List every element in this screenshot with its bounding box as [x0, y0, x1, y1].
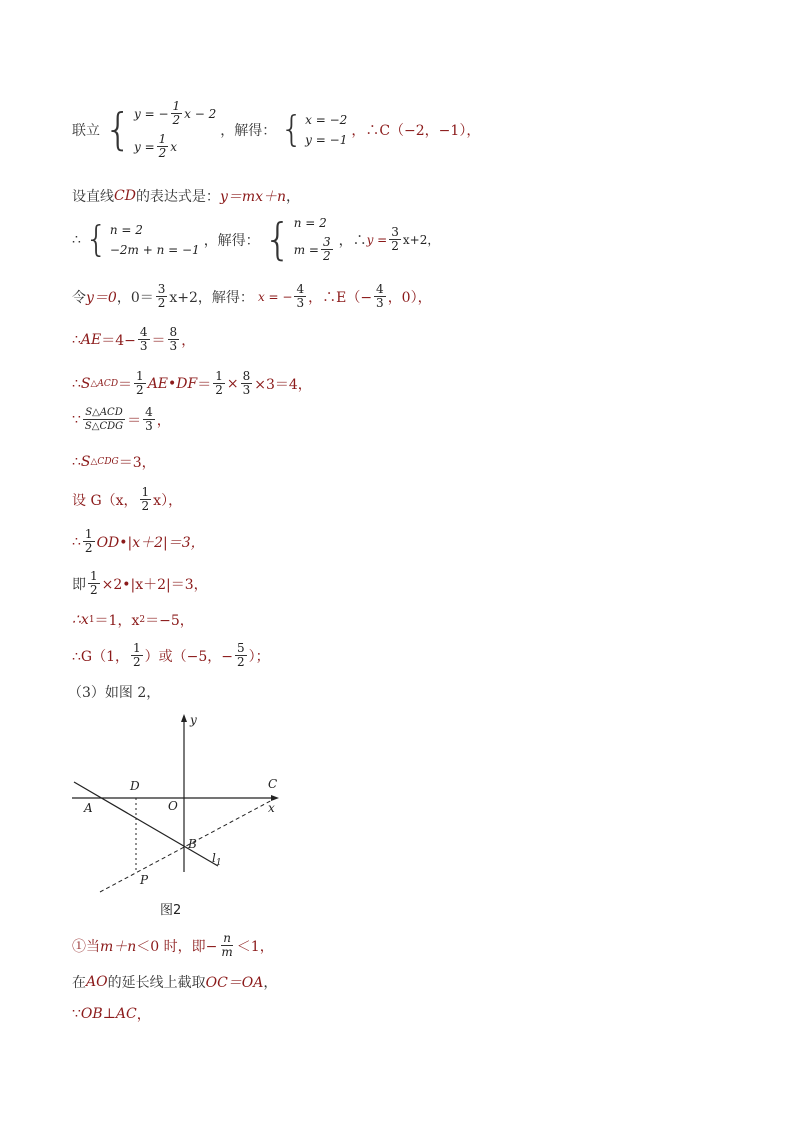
line-roots: ∴x 1 ＝1，x 2 ＝−5， [72, 612, 194, 629]
label-d: D [130, 779, 140, 793]
text: 联立 [72, 123, 100, 139]
label-a: A [84, 801, 93, 815]
label-x: x [268, 801, 275, 815]
line-area-ratio: ∵ $\frac{\text{S△ACD}}{\text{S△CDG}}$ ＝ $\frac{4}{3}$ ， [72, 405, 171, 433]
line-substitute: 即 $\frac{1}{2}$ ×2•|x＋2|＝3， [72, 569, 208, 597]
solution-system: { x = −2 y = −1 [280, 109, 348, 150]
label-b: B [188, 837, 197, 851]
line-set-g: 设 G（x， $\frac{1}{2}$ x）， [72, 485, 183, 513]
label-y: y [190, 713, 197, 727]
line-g-coordinates: ∴G（1， $\frac{1}{2}$ ）或（−5，− $\frac{5}{2}$ ）； [72, 641, 270, 669]
label-l1: $l_1$ [212, 851, 222, 868]
line-solve-mn: ∴ { n = 2 −2m + n = −1 ，解得： { n = 2 m = $\frac{3}{2}$ ，∴ y = $\frac{3}{2}$ x+2， [72, 213, 440, 265]
y-axis-arrow [181, 714, 187, 722]
line-part3: （3）如图 2， [68, 685, 161, 701]
coordinate-figure [70, 712, 290, 902]
label-o: O [168, 799, 178, 813]
line-extension: 在 AO 的延长线上截取 OC＝OA ， [72, 974, 278, 991]
line-l1 [74, 782, 218, 866]
equation-system: { y = − $\frac{1}{2}$ x − 2 y = $\frac{1}{2}$ x [104, 99, 217, 160]
line-area-acd: ∴ S △ACD ＝ $\frac{1}{2}$ AE•DF ＝ $\frac{1}{2}$ × $\frac{8}{3}$ ×3＝4， [72, 369, 312, 397]
line-simultaneous-equations: 联立 { y = − $\frac{1}{2}$ x − 2 y = $\frac{1}{2}$ x ，解得： { x = −2 y = −1 ，∴C（−2，−1）， [72, 99, 481, 160]
line-area-cdg: ∴ S △CDG ＝3， [72, 454, 156, 471]
line-case1: ①当 m＋n ＜0 时，即− $\frac{n}{m}$ ＜1， [72, 931, 274, 959]
line-perpendicular: ∵ OB⊥AC ， [72, 1006, 151, 1023]
label-c: C [268, 777, 278, 791]
line-od-equation: ∴ $\frac{1}{2}$ OD•|x＋2|＝3， [72, 527, 205, 555]
line-ae: ∴ AE ＝4− $\frac{4}{3}$ ＝ $\frac{8}{3}$ ， [72, 325, 196, 353]
line-cd-expression: 设直线 CD 的表达式是： y＝mx＋n ， [72, 188, 301, 205]
figure-caption: 图2 [160, 903, 182, 918]
line-find-e: 令 y＝0 ，0＝ $\frac{3}{2}$ x+2，解得： x = − $\frac{4}{3}$ ，∴E（− $\frac{4}{3}$ ，0）， [72, 282, 432, 310]
label-p: P [140, 873, 149, 887]
